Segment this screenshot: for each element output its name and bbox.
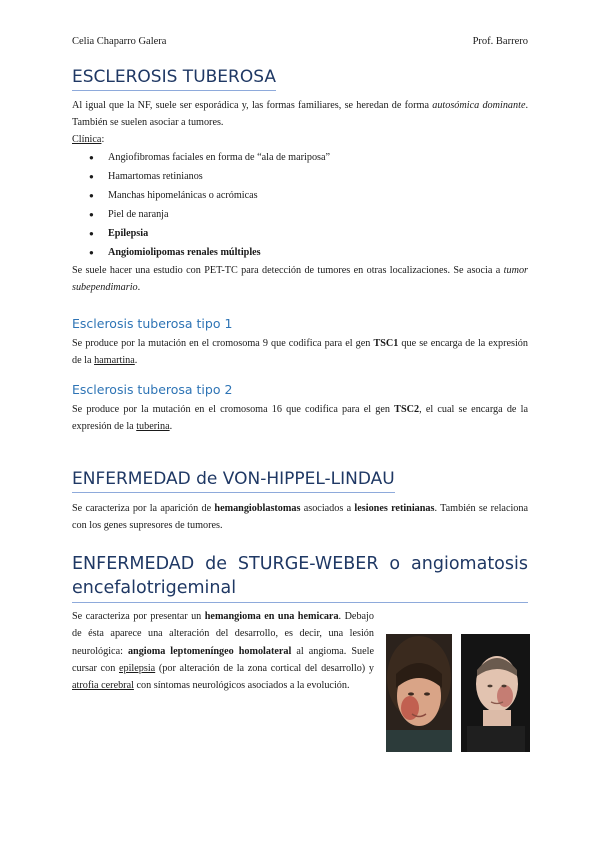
- pet-paragraph: Se suele hacer una estudio con PET-TC para detección de tumores en otras localizaciones. Se asocia a tumor subependimario.: [72, 265, 528, 293]
- subtitle-tipo-1: Esclerosis tuberosa tipo 1: [72, 316, 233, 331]
- section-title-esclerosis: ESCLEROSIS TUBEROSA: [72, 66, 276, 91]
- section-title-von-hippel-lindau: ENFERMEDAD de VON-HIPPEL-LINDAU: [72, 468, 395, 493]
- clinica-list: [72, 148, 528, 262]
- patient-photo-woman: [386, 634, 452, 752]
- list-item: ● Epilepsia: [72, 224, 528, 243]
- page-header: [72, 36, 528, 50]
- author-name: Celia Chaparro Galera: [72, 36, 167, 47]
- sturge-weber-title-line-1: ENFERMEDAD de STURGE-WEBER o angiomatosis: [72, 554, 528, 574]
- intro-paragraph: Al igual que la NF, suele ser esporádica y, las formas familiares, se heredan de forma autosómica dominante. También se suelen asociar a tumores.: [72, 100, 529, 128]
- sturge-weber-title-line-2: encefalotrigeminal: [72, 578, 237, 598]
- subtitle-tipo-2: Esclerosis tuberosa tipo 2: [72, 382, 233, 397]
- vhl-paragraph: Se caracteriza por la aparición de hemangioblastomas asociados a lesiones retinianas. También se relaciona con los genes supresores de tumores.: [72, 503, 529, 531]
- section-title-sturge-weber: [72, 552, 528, 603]
- list-item: ● Hamartomas retinianos: [72, 167, 528, 186]
- tipo-2-paragraph: Se produce por la mutación en el cromosoma 16 que codifica para el gen TSC2, el cual se encarga de la expresión de la tuberina.: [72, 404, 528, 432]
- document-body: [72, 66, 528, 694]
- sturge-weber-paragraph: Se caracteriza por presentar un hemangioma en una hemicara. Debajo de ésta aparece una alteración del desarrollo, es decir, una lesión neurológica: angioma leptomeníngeo homolateral al angioma. Suele cursar con epilepsia (por alteración de la zona cortical del desarrollo) y atrofia cerebral con síntomas neurológicos asociados a la evolución.: [72, 611, 374, 692]
- professor-name: Prof. Barrero: [472, 36, 528, 47]
- patient-photo-man: [461, 634, 530, 752]
- list-item: ● Angiofibromas faciales en forma de “ala de mariposa”: [72, 148, 528, 167]
- patient-photos: [386, 634, 530, 752]
- clinica-label: Clínica:: [72, 134, 105, 145]
- list-item: ● Manchas hipomelánicas o acrómicas: [72, 186, 528, 205]
- list-item: ● Angiomiolipomas renales múltiples: [72, 243, 528, 262]
- tipo-1-paragraph: Se produce por la mutación en el cromosoma 9 que codifica para el gen TSC1 que se encarga de la expresión de la hamartina.: [72, 338, 528, 366]
- list-item: ● Piel de naranja: [72, 205, 528, 224]
